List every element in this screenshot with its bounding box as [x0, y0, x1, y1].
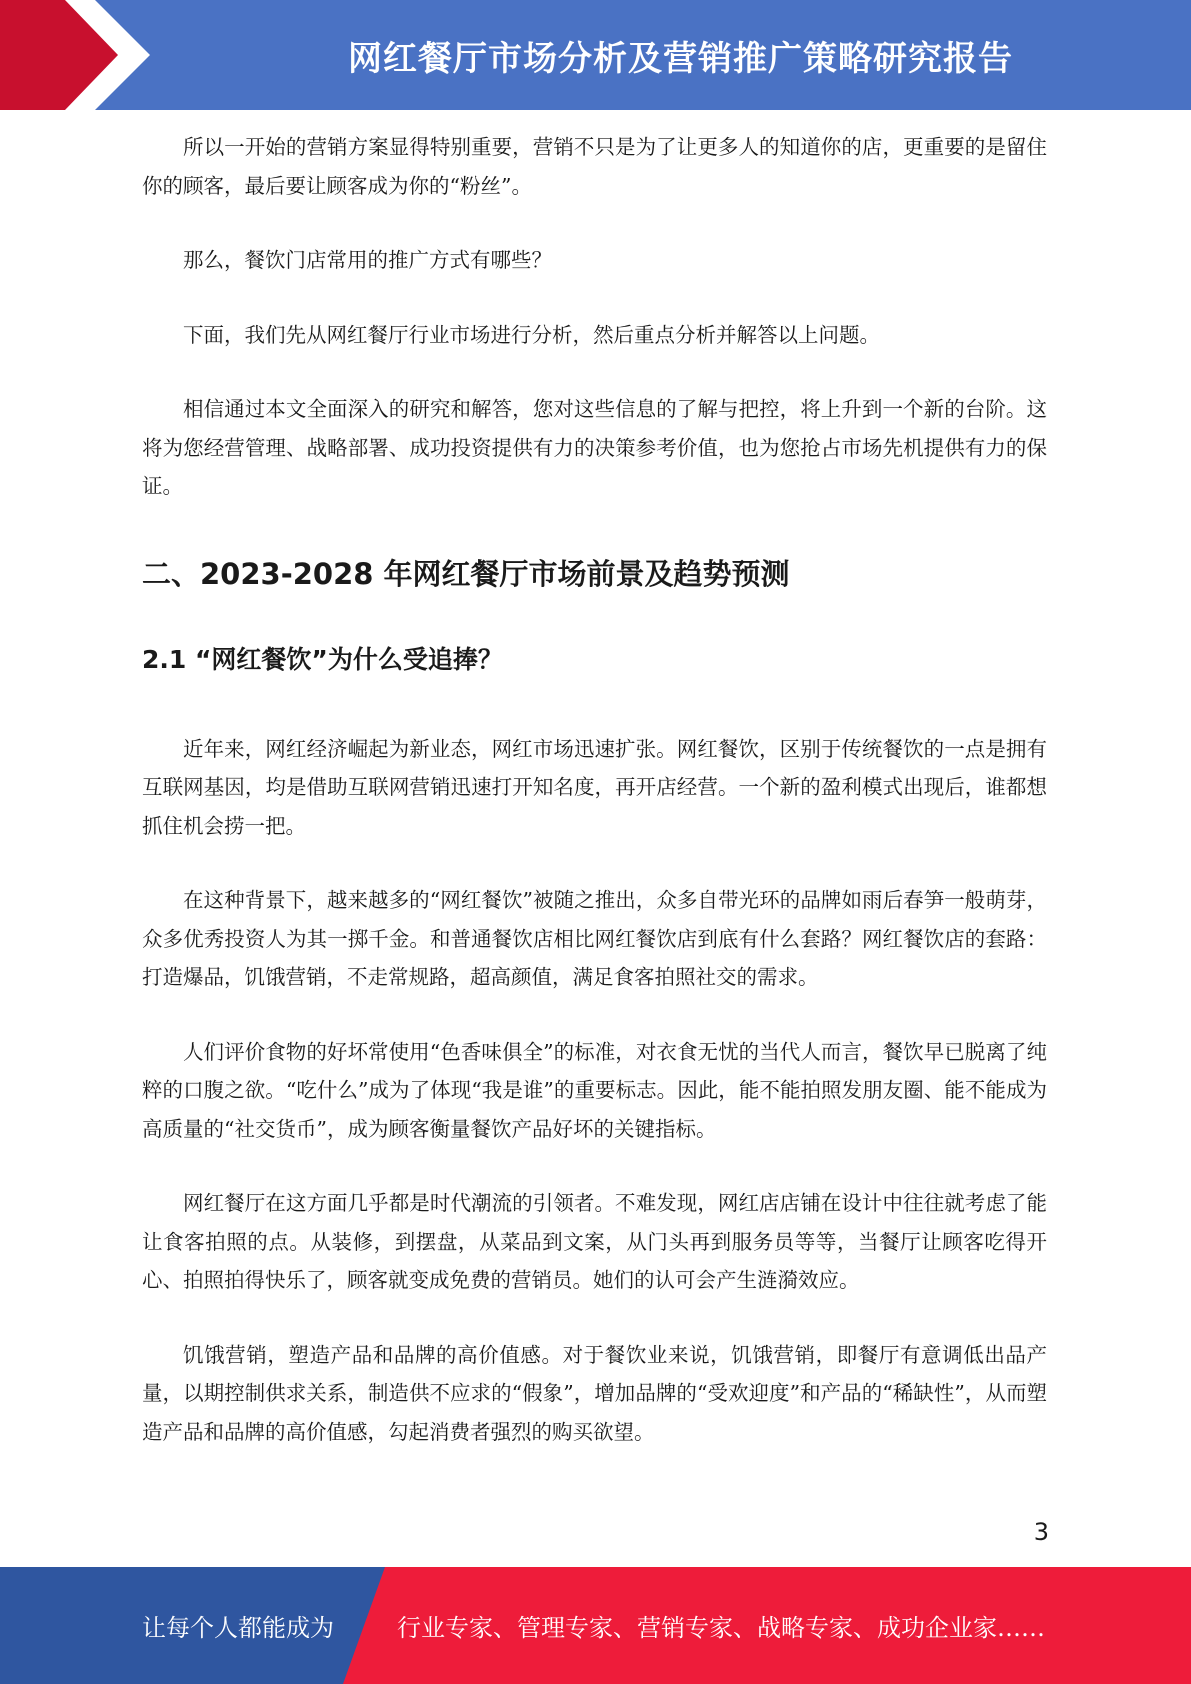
paragraph: 下面，我们先从网红餐厅行业市场进行分析，然后重点分析并解答以上问题。 — [183, 322, 880, 347]
page-content — [142, 128, 1047, 1487]
page-header — [0, 0, 1191, 110]
paragraph: 饥饿营销，塑造产品和品牌的高价值感。对于餐饮业来说，饥饿营销，即餐厅有意调低出品产量，以期控制供求关系，制造供不应求的“假象”，增加品牌的“受欢迎度”和产品的“稀缺性”，从而塑造产品和品牌的高价值感，勾起消费者强烈的购买欲望。 — [142, 1342, 1047, 1444]
paragraph: 网红餐厅在这方面几乎都是时代潮流的引领者。不难发现，网红店店铺在设计中往往就考虑了能让食客拍照的点。从装修，到摆盘，从菜品到文案，从门头再到服务员等等，当餐厅让顾客吃得开心、拍照拍得快乐了，顾客就变成免费的营销员。她们的认可会产生涟漪效应。 — [142, 1191, 1047, 1292]
report-title: 网红餐厅市场分析及营销推广策略研究报告 — [348, 38, 1013, 79]
paragraph: 近年来，网红经济崛起为新业态，网红市场迅速扩张。网红餐饮，区别于传统餐饮的一点是拥有互联网基因，均是借助互联网营销迅速打开知名度，再开店经营。一个新的盈利模式出现后，谁都想抓住机会捞一把。 — [142, 736, 1047, 838]
footer-slogan-left: 让每个人都能成为 — [142, 1614, 334, 1642]
paragraph: 在这种背景下，越来越多的“网红餐饮”被随之推出，众多自带光环的品牌如雨后春笋一般萌芽，众多优秀投资人为其一掷千金。和普通餐饮店相比网红餐饮店到底有什么套路？网红餐饮店的套路：打造爆品，饥饿营销，不走常规路，超高颜值，满足食客拍照社交的需求。 — [142, 888, 1047, 989]
paragraph: 所以一开始的营销方案显得特别重要，营销不只是为了让更多人的知道你的店，更重要的是留住你的顾客，最后要让顾客成为你的“粉丝”。 — [142, 135, 1047, 198]
subsection-heading: 2.1 “网红餐饮”为什么受追捧？ — [142, 644, 503, 674]
paragraph: 那么，餐饮门店常用的推广方式有哪些？ — [183, 248, 552, 272]
page-footer — [0, 1567, 1191, 1684]
paragraph: 相信通过本文全面深入的研究和解答，您对这些信息的了解与把控，将上升到一个新的台阶。这将为您经营管理、战略部署、成功投资提供有力的决策参考价值，也为您抢占市场先机提供有力的保证。 — [142, 397, 1047, 498]
paragraph: 人们评价食物的好坏常使用“色香味俱全”的标准，对衣食无忧的当代人而言，餐饮早已脱离了纯粹的口腹之欲。“吃什么”成为了体现“我是谁”的重要标志。因此，能不能拍照发朋友圈、能不能成为高质量的“社交货币”，成为顾客衡量餐饮产品好坏的关键指标。 — [142, 1039, 1047, 1141]
footer-slogan-right: 行业专家、管理专家、营销专家、战略专家、成功企业家…… — [397, 1614, 1045, 1642]
section-heading: 二、2023-2028 年网红餐厅市场前景及趋势预测 — [142, 556, 790, 591]
page-number: 3 — [1033, 1518, 1049, 1546]
